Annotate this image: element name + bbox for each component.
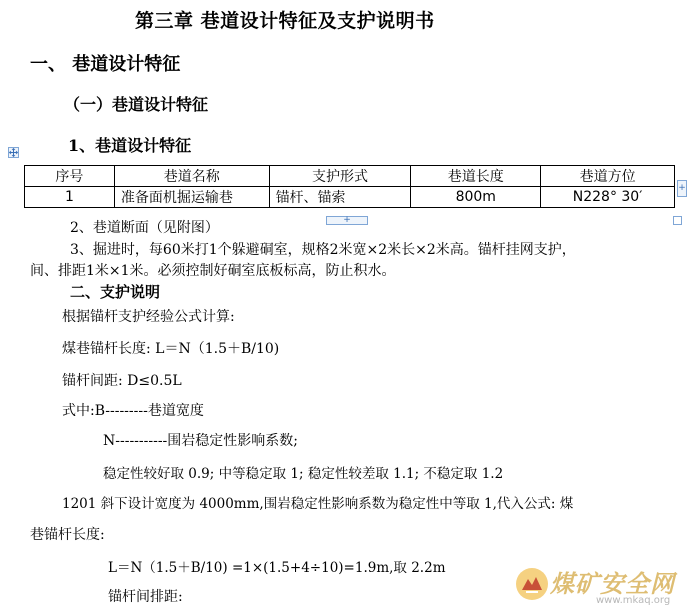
table-row bbox=[25, 187, 675, 208]
cell-name[interactable]: 准备面机掘运输巷 bbox=[114, 187, 269, 208]
section-heading-support: 二、支护说明 bbox=[70, 283, 161, 301]
watermark-text: 煤矿安全网 bbox=[550, 569, 675, 598]
header-cell-name[interactable]: 巷道名称 bbox=[114, 166, 269, 187]
cell-support[interactable]: 锚杆、锚索 bbox=[269, 187, 411, 208]
paragraph-1201-line-1: 1201 斜下设计宽度为 4000mm,围岩稳定性影响系数为稳定性中等取 1,代入公式: 煤 bbox=[62, 496, 574, 512]
cell-length[interactable]: 800m bbox=[411, 187, 541, 208]
add-row-handle-icon[interactable]: + bbox=[677, 180, 687, 197]
subsection-heading-design: （一）巷道设计特征 bbox=[64, 95, 209, 114]
header-cell-support[interactable]: 支护形式 bbox=[269, 166, 411, 187]
paragraph-where-b: 式中:B---------巷道宽度 bbox=[62, 403, 204, 419]
table-move-handle-icon[interactable] bbox=[8, 147, 19, 158]
paragraph-stability: 稳定性较好取 0.9; 中等稳定取 1; 稳定性较差取 1.1; 不稳定取 1.2 bbox=[103, 466, 504, 482]
table-resize-handle-icon[interactable] bbox=[673, 216, 682, 225]
item-3-line-2: 间、排距1米×1米。必须控制好硐室底板标高，防止积水。 bbox=[30, 263, 396, 279]
paragraph-row-spacing: 锚杆间排距: bbox=[108, 589, 183, 605]
site-watermark bbox=[510, 562, 700, 612]
section-heading-design: 一、 巷道设计特征 bbox=[30, 54, 181, 75]
chapter-title: 第三章 巷道设计特征及支护说明书 bbox=[135, 10, 435, 32]
paragraph-length-formula: 煤巷锚杆长度: L＝N（1.5＋B/10) bbox=[62, 341, 280, 357]
header-cell-length[interactable]: 巷道长度 bbox=[411, 166, 541, 187]
cell-index[interactable]: 1 bbox=[25, 187, 115, 208]
cell-azimuth[interactable]: N228° 30′ bbox=[541, 187, 675, 208]
add-column-handle-icon[interactable]: + bbox=[326, 216, 368, 225]
watermark-logo-icon bbox=[514, 566, 550, 602]
watermark-url: www.mkaq.org bbox=[596, 595, 671, 606]
paragraph-1201-line-2: 巷锚杆长度: bbox=[30, 527, 105, 543]
table-header-row bbox=[25, 166, 675, 187]
paragraph-calculation: L＝N（1.5＋B/10) =1×(1.5+4÷10)=1.9m,取 2.2m bbox=[108, 560, 446, 576]
paragraph-spacing: 锚杆间距: D≤0.5L bbox=[62, 373, 182, 389]
item-2-text: 2、巷道断面（见附图） bbox=[70, 220, 219, 236]
item-3-line-1: 3、掘进时，每60米打1个躲避硐室，规格2米宽×2米长×2米高。锚杆挂网支护， bbox=[70, 242, 576, 258]
paragraph-where-n: N-----------围岩稳定性影响系数; bbox=[103, 433, 299, 449]
paragraph-basis: 根据锚杆支护经验公式计算: bbox=[62, 309, 235, 325]
header-cell-azimuth[interactable]: 巷道方位 bbox=[541, 166, 675, 187]
header-cell-index[interactable]: 序号 bbox=[25, 166, 115, 187]
item-heading-design: 1、巷道设计特征 bbox=[68, 136, 192, 155]
design-table bbox=[24, 165, 675, 208]
